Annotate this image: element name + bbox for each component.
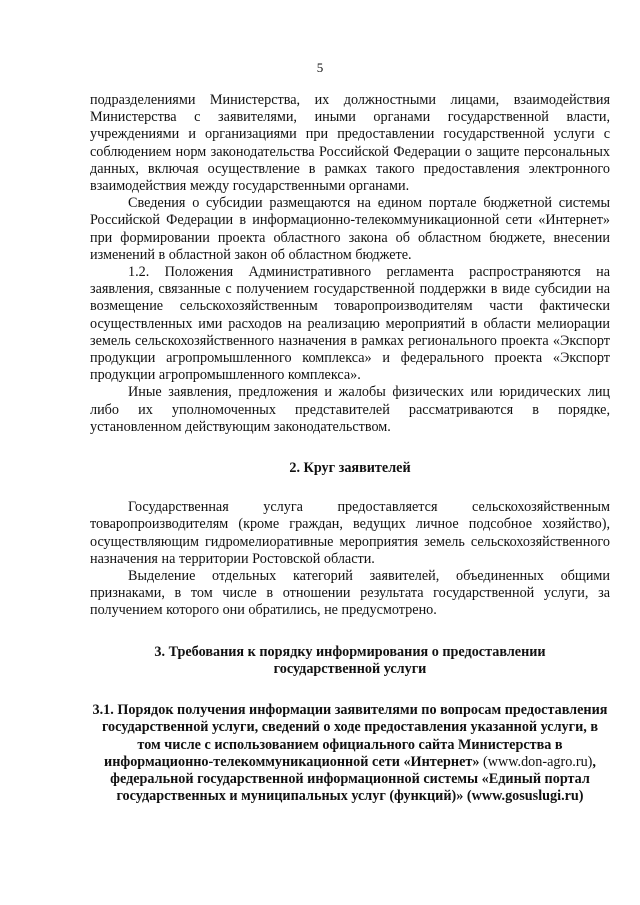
paragraph-continuation: подразделениями Министерства, их должностными лицами, взаимодействия Министерства с заявителями, иными органами государственной власти, учреждениями и организациями при предоставлении государственной услуги с соблюдением норм законодательства Российской Федерации о защите персональных данных, включая осуществление в рамках такого предоставления электронного взаимодействия между государственными органами. bbox=[90, 92, 610, 195]
paragraph-subsidy-info: Сведения о субсидии размещаются на едином портале бюджетной системы Российской Федерации в информационно-телекоммуникационной сети «Интернет» при формировании проекта областного закона об областном бюджете, внесении изменений в областной закон об областном бюджете. bbox=[90, 195, 610, 263]
section-3-heading bbox=[90, 644, 610, 678]
section-3-1-heading-part2: , федеральной государственной информационной системы «Единый портал государственных и муниципальных услуг (функций)» (www.gosuslugi.ru) bbox=[110, 753, 596, 805]
section-3-heading-line1: 3. Требования к порядку информирования о предоставлении bbox=[154, 643, 546, 660]
paragraph-1-2: 1.2. Положения Административного регламента распространяются на заявления, связанные с получением государственной поддержки в виде субсидии на возмещение сельскохозяйственным товаропроизводителям части фактически осуществленных ими расходов на реализацию мероприятий в области мелиорации земель сельскохозяйственного назначения в рамках регионального проекта «Экспорт продукции агропромышленного комплекса» и федерального проекта «Экспорт продукции агропромышленного комплекса». bbox=[90, 264, 610, 384]
paragraph-other-applications: Иные заявления, предложения и жалобы физических или юридических лиц либо их уполномоченных представителей рассматриваются в порядке, установленном действующим законодательством. bbox=[90, 384, 610, 435]
paragraph-applicants: Государственная услуга предоставляется сельскохозяйственным товаропроизводителям (кроме граждан, ведущих личное подсобное хозяйство), осуществляющим гидромелиоративные мероприятия земель сельскохозяйственного назначения на территории Ростовской области. bbox=[90, 499, 610, 567]
ministry-site-link-text: (www.don-agro.ru) bbox=[483, 753, 593, 770]
document-body bbox=[90, 92, 610, 805]
section-2-heading: 2. Круг заявителей bbox=[289, 460, 411, 477]
page-number: 5 bbox=[316, 60, 324, 75]
section-3-heading-line2: государственной услуги bbox=[273, 660, 427, 677]
section-3-1-heading bbox=[90, 702, 610, 805]
paragraph-categories: Выделение отдельных категорий заявителей, объединенных общими признаками, в том числе в отношении результата государственной услуги, за получением которого они обратились, не предусмотрено. bbox=[90, 568, 610, 619]
section-3-1-heading-part1: 3.1. Порядок получения информации заявителями по вопросам предоставления государственной услуги, сведений о ходе предоставления указанной услуги, в том числе с использованием официального сайта Министерства в информационно-телекоммуникационной сети «Интернет» bbox=[92, 702, 608, 770]
